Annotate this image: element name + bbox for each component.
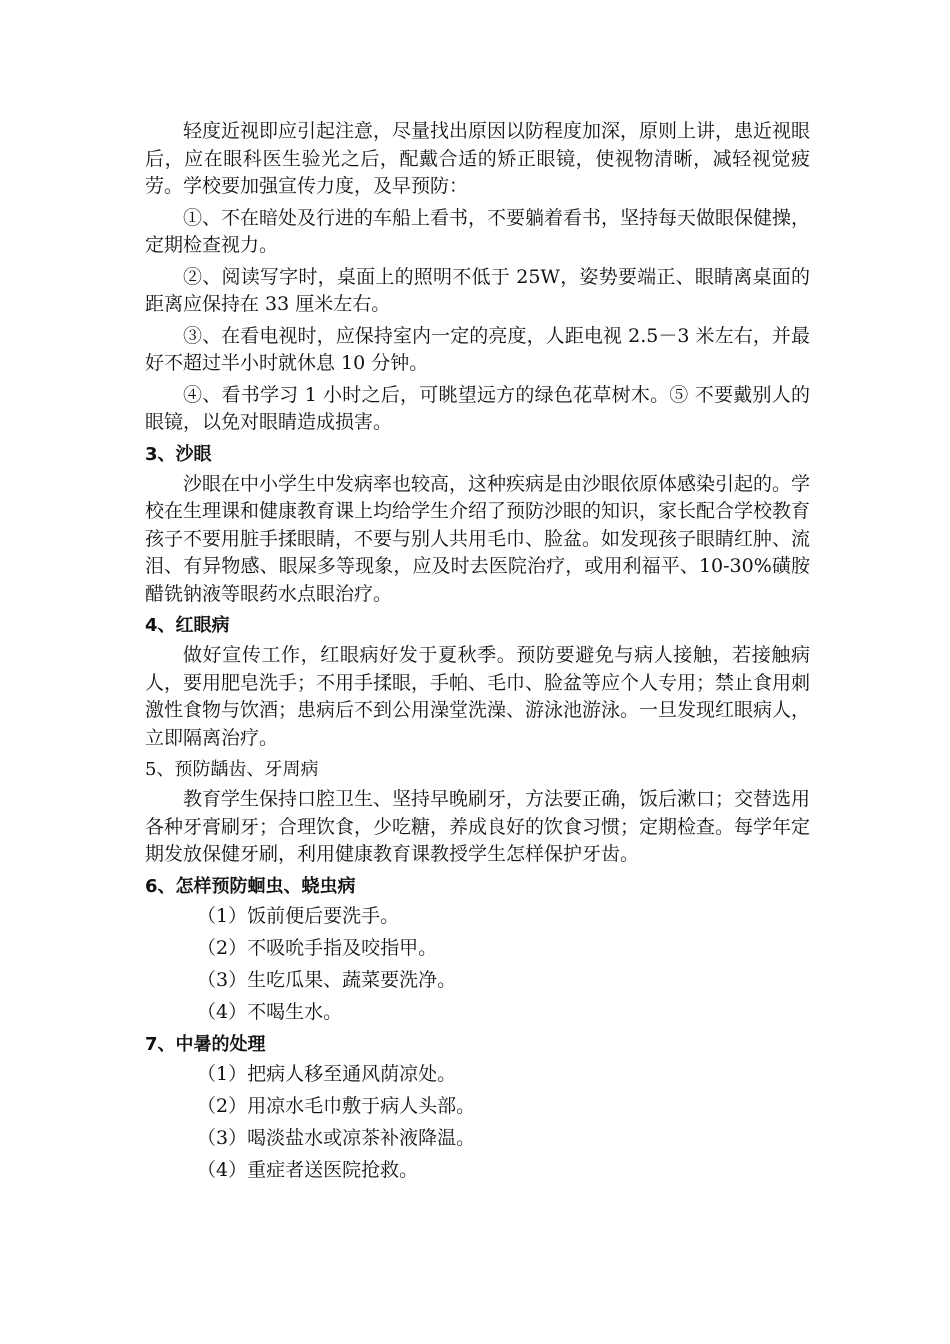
myopia-tip-1: ①、不在暗处及行进的车船上看书，不要躺着看书，坚持每天做眼保健操，定期检查视力。 [145, 206, 811, 256]
section-heading-trachoma: 3、沙眼 [145, 443, 212, 465]
section-heading-worms: 6、怎样预防蛔虫、蛲虫病 [145, 875, 356, 897]
list-item: （2）不吸吮手指及咬指甲。 [197, 936, 438, 959]
myopia-tip-2: ②、阅读写字时，桌面上的照明不低于 25W，姿势要端正、眼睛离桌面的距离应保持在 33 厘米左右。 [145, 265, 810, 315]
list-item: （1）把病人移至通风荫凉处。 [197, 1062, 457, 1085]
intro-paragraph: 轻度近视即应引起注意，尽量找出原因以防程度加深，原则上讲，患近视眼后，应在眼科医生验光之后，配戴合适的矫正眼镜，使视物清晰，减轻视觉疲劳。学校要加强宣传力度，及早预防： [145, 120, 811, 197]
section-body-pinkeye: 做好宣传工作，红眼病好发于夏秋季。预防要避免与病人接触，若接触病人，要用肥皂洗手；不用手揉眼，手帕、毛巾、脸盆等应个人专用；禁止食用刺激性食物与饮酒；患病后不到公用澡堂洗澡、游泳池游泳。一旦发现红眼病人，立即隔离治疗。 [145, 644, 811, 749]
document-page [145, 118, 810, 1189]
section-body-trachoma: 沙眼在中小学生中发病率也较高，这种疾病是由沙眼依原体感染引起的。学校在生理课和健康教育课上均给学生介绍了预防沙眼的知识，家长配合学校教育孩子不要用脏手揉眼睛，不要与别人共用毛巾、脸盆。如发现孩子眼睛红肿、流泪、有异物感、眼屎多等现象，应及时去医院治疗，或用利福平、10-30%磺胺醋铣钠液等眼药水点眼治疗。 [145, 472, 811, 605]
section-heading-pinkeye: 4、红眼病 [145, 615, 230, 636]
list-item: （1）饭前便后要洗手。 [197, 904, 400, 927]
section-heading-dental: 5、预防龋齿、牙周病 [145, 759, 319, 780]
list-item: （3）喝淡盐水或凉茶补液降温。 [197, 1126, 476, 1149]
list-item: （3）生吃瓜果、蔬菜要洗净。 [197, 968, 457, 991]
section-heading-heatstroke: 7、中暑的处理 [145, 1033, 266, 1055]
list-item: （2）用凉水毛巾敷于病人头部。 [197, 1094, 476, 1117]
list-item: （4）重症者送医院抢救。 [197, 1158, 419, 1181]
myopia-tip-4: ④、看书学习 1 小时之后，可眺望远方的绿色花草树木。⑤ 不要戴别人的眼镜，以免对眼睛造成损害。 [145, 383, 810, 433]
myopia-tip-3: ③、在看电视时，应保持室内一定的亮度，人距电视 2.5－3 米左右，并最好不超过半小时就休息 10 分钟。 [145, 324, 810, 374]
section-body-dental: 教育学生保持口腔卫生、坚持早晚刷牙，方法要正确，饭后漱口；交替选用各种牙膏刷牙；合理饮食，少吃糖，养成良好的饮食习惯；定期检查。每学年定期发放保健牙刷，利用健康教育课教授学生怎样保护牙齿。 [145, 788, 811, 865]
list-item: （4）不喝生水。 [197, 1000, 343, 1023]
